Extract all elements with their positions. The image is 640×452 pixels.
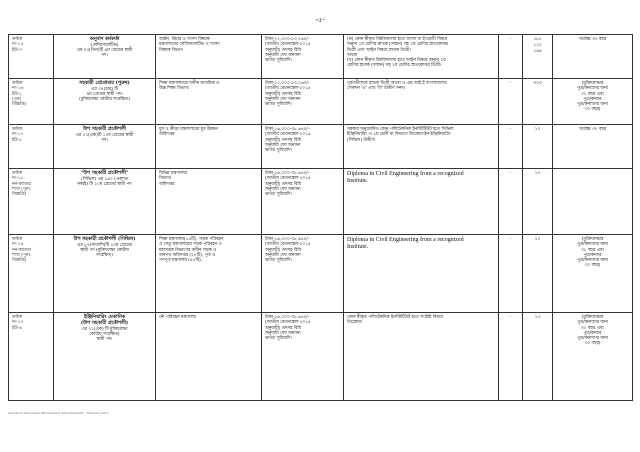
pay-scale-text: টাকা-১৬,০০০-৩৮,৬৪০/- (জাতীয় বেতনস্কেল-২০১৫ অনুযায়ী) তদসহ বিধি অনুযায়ী দেয় অন্যান্য ভাতা/ সুবিধাদি। [265, 127, 311, 154]
ministry-cell [156, 79, 262, 125]
table-row [9, 35, 633, 79]
post-cell [54, 79, 156, 125]
table-row [9, 79, 633, 125]
dash-text: - [509, 81, 512, 86]
dash-cell [499, 35, 523, 79]
qualification-cell [344, 125, 499, 169]
post-cell [54, 235, 156, 313]
qualification-text: Diploma in Civil Engineering from a recognized Institute. [347, 171, 464, 184]
count-cell [523, 35, 553, 79]
dash-text: - [509, 171, 512, 176]
dash-cell [499, 313, 523, 401]
age-limit-text: (মুক্তিযোদ্ধার পুত্র/কন্যাদের জন্য ৩২ বছর এবং পুত্র/কন্যার পুত্র/কন্যাদের জন্য ৩০ বছর) [577, 237, 608, 269]
qualification-cell [344, 235, 499, 313]
qualification-cell [344, 79, 499, 125]
qualification-text: পূর্ববর্তীশেষে স্নাতক ডিগ্রী অথবা এ.এম.আই.ই বাংলাদেশের সেকশন 'এ' এবং 'বি' উত্তীর্ণ সনদ। [347, 81, 447, 92]
ministry-cell [156, 169, 262, 235]
footer-note: Advanced Non-Cadre Recruitment Advertisement - February 2017 [8, 411, 109, 415]
count-cell [523, 125, 553, 169]
count-value: ১০ [534, 237, 541, 242]
ministry-cell [156, 313, 262, 401]
pay-cell [262, 169, 344, 235]
count-cell [523, 79, 553, 125]
serial-text: ক্রমিক নং-২০ ইউ-৬ [12, 315, 24, 331]
table-row [9, 235, 633, 313]
table-row [9, 125, 633, 169]
qualification-text: কোন স্বীকৃত পলিটেকনিক ইনস্টিটিউট হতে সংশ্লিষ্ট বিষয়ে ডিপ্লোমা। [347, 315, 443, 326]
dash-cell [499, 79, 523, 125]
post-name: "উপ সহকারী প্রকৌশলী" [80, 170, 129, 176]
qualification-text: সরকার অনুমোদিত কোন পলিটেকনিক ইনস্টিটিউট হতে সিভিল ইঞ্জিনিয়ারিং এ ২য় শ্রেণী বা বিভাগে ডিপ্লোমা-ইন-ইঞ্জিনিয়ারিং (সিভিল) উত্তীর্ণ। [347, 127, 454, 143]
ministry-text: বিভিন্ন মন্ত্রণালয়/ বিভাগ/ অধিদপ্তর [159, 171, 188, 187]
ministry-text: শিক্ষা মন্ত্রণালয়(১৪টি), সড়ক পরিবহন ও সেতু মন্ত্রণালয়ের সড়ক পরিবহন ও মহাসড়ক বিভাগের অধীন সড়ক ও জনপথ অধিদপ্তর (২৮টি), পূর্ত ও গণপূর্ত মন্ত্রণালয় (৪৫টি), [159, 237, 224, 264]
dash-cell [499, 125, 523, 169]
age-limit-text: (মুক্তিযোদ্ধার পুত্র/কন্যাদের জন্য ৩২ বছর এবং পুত্র/কন্যার পুত্র/কন্যাদের জন্য ৩০ বছর) [577, 315, 608, 347]
serial-text: ক্রমিক নং-১৯ নন-ক্যাডার শাখা (পুনঃ বিজ্ঞপ্তি) [12, 237, 31, 264]
serial-cell [9, 169, 54, 235]
age-limit-text: (মুক্তিযোদ্ধার পুত্র/কন্যাদের জন্য ৩২ বছর এবং পুত্র/কন্যার পুত্র/কন্যাদের জন্য ৩০ বছর) [577, 81, 608, 113]
post-cell [54, 35, 156, 79]
age-cell [553, 235, 633, 313]
count-value: ১০ [534, 127, 541, 132]
serial-cell [9, 79, 54, 125]
serial-text: ক্রমিক নং-১৫ ইউ-৩ [12, 37, 24, 53]
count-value: ৩০৩ [533, 81, 542, 86]
ministry-cell [156, 35, 262, 79]
serial-cell [9, 35, 54, 79]
post-name: উপ সহকারী প্রকৌশলী (সিভিল) [73, 236, 136, 242]
ministry-cell [156, 125, 262, 169]
post-cell [54, 169, 156, 235]
ministry-text: যুব ও ক্রীড়া মন্ত্রণালয়ের যুব উন্নয়ন অধিদপ্তর [159, 127, 218, 138]
pay-cell [262, 35, 344, 79]
dash-text: - [509, 315, 512, 320]
dash-text: - [509, 237, 512, 242]
pay-scale-text: টাকা-২২,০০০-৫৩,০৬০/- (জাতীয় বেতনস্কেল-২০১৫ অনুযায়ী) তদসহ বিধি অনুযায়ী দেয় অন্যান্য ভাতা/ সুবিধাদি। [265, 81, 311, 108]
serial-cell [9, 235, 54, 313]
pay-cell [262, 235, 344, 313]
ministry-cell [156, 235, 262, 313]
count-cell [523, 235, 553, 313]
qualification-cell [344, 313, 499, 401]
pay-cell [262, 79, 344, 125]
pay-cell [262, 125, 344, 169]
age-limit-text: সর্বোচ্চ ৩০ বছর [578, 127, 607, 132]
post-name: ইঞ্জিনিয়ারিং মেকানিক (উপ সহকারী প্রকৌশলী) [80, 314, 129, 326]
serial-text: ক্রমিক নং-১৬ ইউ-২ (পুনঃ বিজ্ঞপ্তি) [12, 81, 27, 108]
page-number: -৫- [315, 16, 325, 24]
count-value: ১২০ [533, 43, 542, 48]
post-detail: (সিভিল) এর ১৪০ (একশত নব্বই) টি ১০ম গ্রেডের স্থায়ী পদ [77, 176, 132, 188]
count-cell [523, 313, 553, 401]
ministry-text: নৌ পরিবহন মন্ত্রণালয় [159, 315, 196, 320]
dash-text: - [509, 37, 512, 42]
table-row [9, 169, 633, 235]
pay-scale-text: টাকা-১৬,০০০-৩৮,৬৪০/- (জাতীয় বেতনস্কেল-২০১৫ অনুযায়ী) তদসহ বিধি অনুযায়ী দেয় অন্যান্য ভাতা/ সুবিধাদি। [265, 237, 311, 264]
post-detail: (লেজিসলেটিভ) এর ০৩(তিন)টি ৯ম গ্রেডের স্থায়ী পদ। [76, 42, 133, 59]
age-limit-text: সর্বোচ্চ ৩০ বছর [578, 37, 607, 42]
serial-text: ক্রমিক নং-১৭ ইউ-৫ [12, 127, 24, 143]
post-name: অনুবাদ কর্মকর্তা [89, 36, 120, 42]
count-value: ১৬৪ [533, 49, 542, 54]
dash-text: - [509, 127, 512, 132]
count-value: ১৩ [534, 315, 541, 320]
qualification-cell [344, 35, 499, 79]
post-name: সহকারী প্রোগ্রামার (পুরুষ) [79, 80, 130, 86]
post-detail: এর ০১(এক) টি মুক্তিযোদ্ধা কোটায় সংরক্ষিত) স্থায়ী পদ। [81, 326, 128, 343]
count-value: ১০ [534, 171, 541, 176]
post-cell [54, 125, 156, 169]
qualification-cell [344, 169, 499, 235]
count-value: ১৮৮ [533, 37, 542, 42]
count-cell [523, 169, 553, 235]
age-cell [553, 79, 633, 125]
post-detail: এর ০৪(চার) টি ৯ম গ্রেডের স্থায়ী পদ। (মুক্তিযোদ্ধা কোটায় সংরক্ষিত) [79, 86, 130, 103]
posts-table [8, 34, 633, 401]
qualification-text: (ক) কোন স্বীকৃত বিশ্ববিদ্যালয় হতে বাংলা বা ইংরেজী বিষয়ে অন্যূন ২য় শ্রেণির স্নাতক (সম্মান) সহ ২য় শ্রেণির স্নাতকোত্তর ডিগ্রী এবং আইন বিষয়ে স্নাতক ডিগ্রী। অথবা (খ) কোন স্বীকৃত বিশ্ববিদ্যালয় হতে আইন বিষয়ে অন্যূন ২য় শ্রেণির স্নাতক (সম্মান) সহ ২য় শ্রেণির স্নাতকোত্তর ডিগ্রী। [347, 37, 448, 69]
pay-scale-text: টাকা-১৬,০০০-৩৮,৬৪০/- (জাতীয় বেতনস্কেল-২০১৫ অনুযায়ী) তদসহ বিধি অনুযায়ী দেয় অন্যান্য ভাতা/ সুবিধাদি। [265, 315, 311, 342]
serial-text: ক্রমিক নং-১৮ নন-ক্যাডার শাখা (পুনঃ বিজ্ঞপ্তি) [12, 171, 31, 198]
post-name: উপ সহকারী প্রকৌশলী [83, 126, 126, 132]
dash-cell [499, 235, 523, 313]
ministry-text: শিক্ষা মন্ত্রণালয়ের অধীন মাধ্যমিক ও উচ্চ শিক্ষা বিভাগ। [159, 81, 219, 92]
serial-cell [9, 313, 54, 401]
qualification-text: Diploma in Civil Engineering from a recognized Institute. [347, 237, 464, 250]
post-cell [54, 313, 156, 401]
age-cell [553, 169, 633, 235]
age-cell [553, 313, 633, 401]
pay-cell [262, 313, 344, 401]
table-row [9, 313, 633, 401]
dash-cell [499, 169, 523, 235]
pay-scale-text: টাকা-২২,০০০-৫৩,০৬০/- (জাতীয় বেতনস্কেল-২০১৫ অনুযায়ী) তদসহ বিধি অনুযায়ী দেয় অন্যান্য ভাতা/ সুবিধাদি। [265, 37, 311, 64]
post-detail: এর ০১(এক)টি ১০ম গ্রেডের স্থায়ী পদ। [75, 132, 134, 144]
age-cell [553, 35, 633, 79]
ministry-text: আইন, বিচার ও সংসদ বিষয়ক মন্ত্রণালয়ের লেজিসলেটিভ ও সংসদ বিষয়ক বিভাগ [159, 37, 220, 53]
pay-scale-text: টাকা-১৬,০০০-৩৮,৬৪০/- (জাতীয় বেতনস্কেল-২০১৫ অনুযায়ী) তদসহ বিধি অনুযায়ী দেয় অন্যান্য ভাতা/ সুবিধাদি। [265, 171, 311, 198]
post-detail: এর ৮৭(সাতাশি)টি ১০ম গ্রেডের স্থায়ী পদ (মুক্তিযোদ্ধা কোটায় সংরক্ষিত) [77, 242, 132, 259]
age-cell [553, 125, 633, 169]
serial-cell [9, 125, 54, 169]
